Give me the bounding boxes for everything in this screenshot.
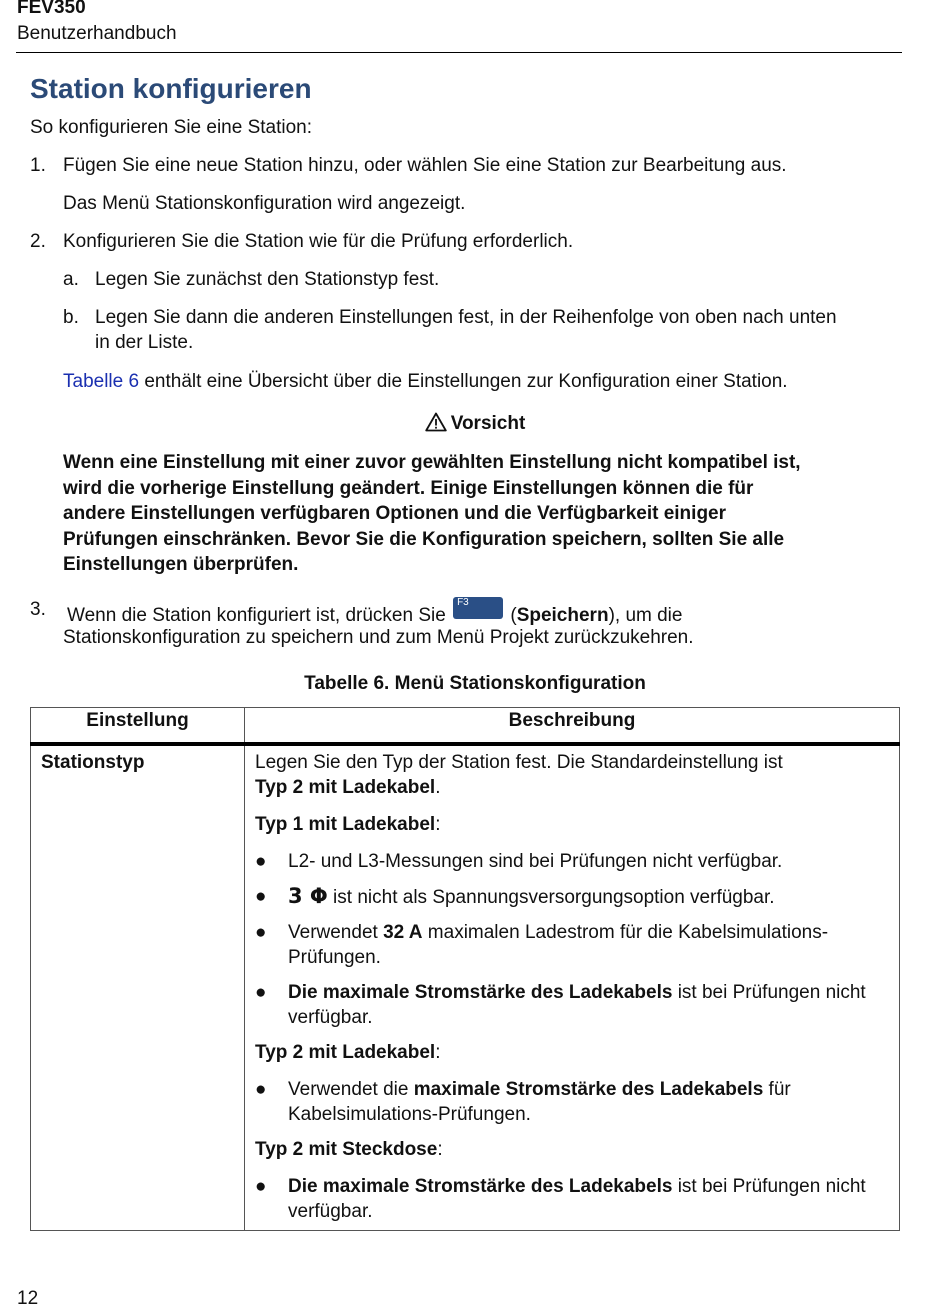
description-intro-text: Legen Sie den Typ der Station fest. Die Standardeinstellung ist [255,752,783,773]
step-1-result: Das Menü Stationskonfiguration wird angezeigt. [63,193,466,214]
caution-line: wird die vorherige Einstellung geändert. Einige Einstellungen können die für [63,477,754,499]
list-item-bold: maximale Stromstärke des Ladekabels [413,1079,764,1100]
table-6-link[interactable]: Tabelle 6 [63,371,140,392]
list-item [255,920,889,970]
caution-line: Wenn eine Einstellung mit einer zuvor gewählten Einstellung nicht kompatibel ist, [63,452,801,473]
list-item [255,1077,889,1127]
setting-name: Stationstyp [31,744,245,1231]
list-item-text: Verwendet [288,922,384,943]
bullet-icon: ● [255,1079,267,1100]
step-3-text [67,597,682,628]
station-config-table [30,707,900,1231]
list-item-bold: Die maximale Stromstärke des Ladekabels [288,1176,673,1197]
typ1-heading [255,812,889,837]
default-value: Typ 2 mit Ladekabel [255,777,436,798]
caution-heading [0,411,950,439]
bullet-icon: ● [255,886,267,907]
step-3-line-2: Stationskonfiguration zu speichern und zum Menü Projekt zurückzukehren. [63,627,694,648]
typ2-socket-heading [255,1137,889,1162]
description-intro [255,750,889,800]
step-1-text: Fügen Sie eine neue Station hinzu, oder wählen Sie eine Station zur Bearbeitung aus. [63,155,787,176]
manual-model: FEV350 [17,0,86,18]
f3-key-label: F3 [457,597,469,608]
step-3-text-part1: Wenn die Station konfiguriert ist, drücken Sie [67,605,446,626]
f3-key-icon [453,597,503,619]
punctuation: . [435,777,441,798]
typ1-heading-text: Typ 1 mit Ladekabel [255,814,436,835]
step-2b-line-2: in der Liste. [95,332,194,353]
page-number: 12 [17,1288,39,1309]
column-header-description: Beschreibung [245,708,900,745]
caution-text [63,450,863,578]
manual-subtitle: Benutzerhandbuch [17,23,177,44]
step-3-text-part2: ), um die [608,605,683,626]
typ2-cable-heading [255,1040,889,1065]
step-2a-text: Legen Sie zunächst den Stationstyp fest. [95,269,440,290]
table-reference [63,369,788,394]
save-label: Speichern [516,605,609,626]
caution-line: Einstellungen überprüfen. [63,554,299,575]
section-title: Station konfigurieren [30,73,312,104]
step-2a-letter: a. [63,269,79,290]
list-item [255,980,889,1030]
step-3-paren: ( [510,605,517,626]
list-item-bold: Die maximale Stromstärke des Ladekabels [288,982,673,1003]
bullet-icon: ● [255,1176,267,1197]
column-header-setting: Einstellung [31,708,245,745]
list-item-text: Verwendet die [288,1079,414,1100]
caution-line: andere Einstellungen verfügbaren Optionen und die Verfügbarkeit einiger [63,503,727,524]
punctuation: : [435,814,441,835]
list-item [255,849,889,874]
list-item-text: ist nicht als Spannungsversorgungsoption verfügbar. [327,887,775,908]
list-item [255,1174,889,1224]
list-item [255,884,889,910]
three-phase-label: 3 Φ [288,884,328,908]
step-2b-letter: b. [63,307,79,328]
list-item-text: L2- und L3-Messungen sind bei Prüfungen nicht verfügbar. [288,851,783,872]
caution-line: Prüfungen einschränken. Bevor Sie die Konfiguration speichern, sollten Sie alle [63,528,785,550]
table-reference-text: enthält eine Übersicht über die Einstellungen zur Konfiguration einer Station. [139,371,788,392]
intro-text: So konfigurieren Sie eine Station: [30,117,313,138]
table-header-row [31,708,900,745]
punctuation: : [435,1042,441,1063]
punctuation: : [437,1139,443,1160]
step-2-number: 2. [30,231,46,252]
warning-triangle-icon [425,412,447,439]
step-3-number: 3. [30,599,46,620]
setting-description [245,744,900,1231]
table-caption: Tabelle 6. Menü Stationskonfiguration [304,673,646,694]
typ2-socket-heading-text: Typ 2 mit Steckdose [255,1139,438,1160]
caution-title: Vorsicht [450,413,526,434]
step-1-number: 1. [30,155,46,176]
bullet-icon: ● [255,982,267,1003]
typ2-cable-heading-text: Typ 2 mit Ladekabel [255,1042,436,1063]
step-2b-line-1: Legen Sie dann die anderen Einstellungen fest, in der Reihenfolge von oben nach unten [95,307,837,328]
list-item-text: ist bei Prüfungen nicht verfügbar. [288,982,866,1028]
list-item-text: maximalen Ladestrom für die Kabelsimulations-Prüfungen. [288,922,829,968]
current-value: 32 A [383,922,423,943]
table-row [31,744,900,1231]
list-item-text: ist bei Prüfungen nicht verfügbar. [288,1176,866,1222]
bullet-icon: ● [255,851,267,872]
list-item-text: für Kabelsimulations-Prüfungen. [288,1079,791,1125]
bullet-icon: ● [255,922,267,943]
step-2-text: Konfigurieren Sie die Station wie für die Prüfung erforderlich. [63,231,574,252]
header-rule [16,52,902,53]
